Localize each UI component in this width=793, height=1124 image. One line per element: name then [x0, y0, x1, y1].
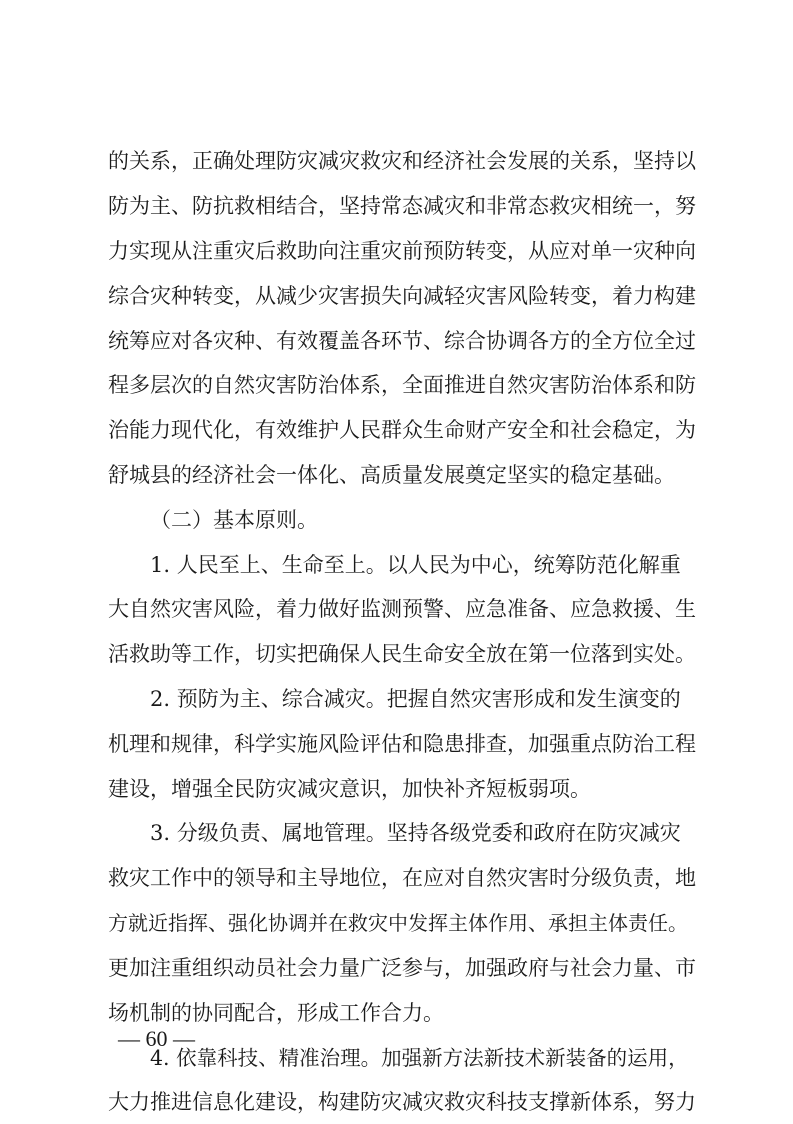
page-number: — 60 — [118, 1026, 195, 1051]
text-line: 更加注重组织动员社会力量广泛参与，加强政府与社会力量、市 [108, 955, 696, 980]
text-line: 程多层次的自然灾害防治体系，全面推进自然灾害防治体系和防 [108, 373, 696, 398]
section-heading: （二）基本原则。 [150, 507, 318, 532]
text-line: 4. 依靠科技、精准治理。加强新方法新技术新装备的运用， [150, 1046, 689, 1071]
text-line: 救灾工作中的领导和主导地位，在应对自然灾害时分级负责，地 [108, 866, 696, 891]
text-line: 机理和规律，科学实施风险评估和隐患排查，加强重点防治工程 [108, 731, 696, 756]
text-line: 建设，增强全民防灾减灾意识，加快补齐短板弱项。 [108, 776, 591, 801]
text-line: 2. 预防为主、综合减灾。把握自然灾害形成和发生演变的 [150, 686, 681, 711]
text-line: 方就近指挥、强化协调并在救灾中发挥主体作用、承担主体责任。 [108, 911, 688, 936]
text-line: 大力推进信息化建设，构建防灾减灾救灾科技支撑新体系，努力 [108, 1090, 696, 1115]
text-line: 3. 分级负责、属地管理。坚持各级党委和政府在防灾减灾 [150, 821, 681, 846]
text-line: 治能力现代化，有效维护人民群众生命财产安全和社会稳定，为 [108, 418, 696, 443]
text-line: 舒城县的经济社会一体化、高质量发展奠定坚实的稳定基础。 [108, 462, 675, 487]
text-line: 力实现从注重灾后救助向注重灾前预防转变，从应对单一灾种向 [108, 238, 696, 263]
text-line: 综合灾种转变，从减少灾害损失向减轻灾害风险转变，着力构建 [108, 283, 696, 308]
body-text [108, 138, 696, 1124]
text-line: 大自然灾害风险，着力做好监测预警、应急准备、应急救援、生 [108, 597, 696, 622]
text-line: 防为主、防抗救相结合，坚持常态减灾和非常态救灾相统一，努 [108, 194, 696, 219]
text-line: 统筹应对各灾种、有效覆盖各环节、综合协调各方的全方位全过 [108, 328, 696, 353]
text-line: 1. 人民至上、生命至上。以人民为中心，统筹防范化解重 [150, 552, 681, 577]
text-line: 的关系，正确处理防灾减灾救灾和经济社会发展的关系，坚持以 [108, 149, 696, 174]
text-line: 活救助等工作，切实把确保人民生命安全放在第一位落到实处。 [108, 642, 696, 667]
text-line: 场机制的协同配合，形成工作合力。 [108, 1000, 444, 1025]
